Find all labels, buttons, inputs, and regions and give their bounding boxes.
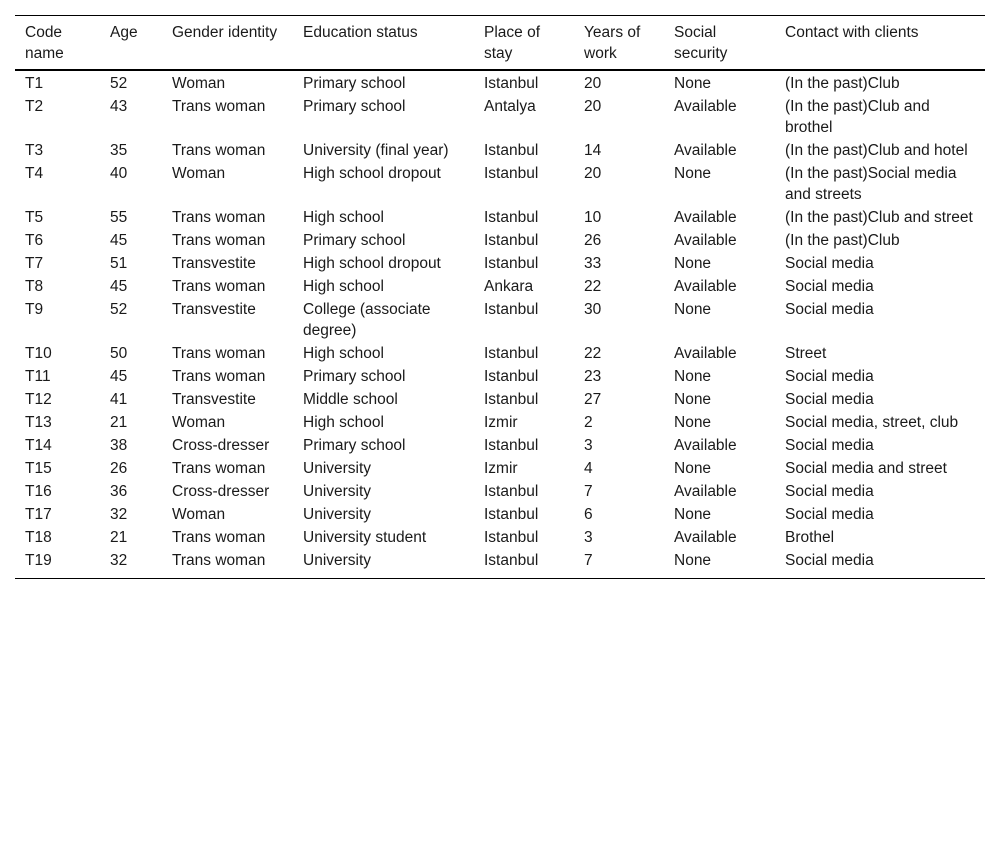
cell-age: 52 [110, 75, 128, 92]
cell-age: 40 [110, 165, 128, 182]
cell-years-of-work: 20 [584, 165, 602, 182]
cell-years-of-work: 23 [584, 368, 602, 385]
header-place-of-stay: Place of stay [484, 24, 541, 62]
cell-age: 21 [110, 529, 128, 546]
cell-code-name: T9 [25, 301, 44, 318]
cell-education-status: University [303, 460, 372, 477]
participants-table [15, 15, 985, 579]
cell-education-status: University [303, 483, 372, 500]
table-row [15, 274, 985, 297]
cell-gender-identity: Trans woman [172, 142, 266, 159]
cell-place-of-stay: Istanbul [484, 232, 539, 249]
cell-age: 35 [110, 142, 128, 159]
cell-education-status: Middle school [303, 391, 398, 408]
cell-social-security: None [674, 301, 712, 318]
cell-place-of-stay: Istanbul [484, 368, 539, 385]
header-contact-with-clients: Contact with clients [785, 24, 919, 41]
header-age: Age [110, 24, 138, 41]
cell-contact-with-clients: Social media [785, 391, 874, 408]
cell-gender-identity: Trans woman [172, 368, 266, 385]
cell-social-security: Available [674, 278, 737, 295]
table-body [15, 70, 985, 579]
cell-years-of-work: 20 [584, 98, 602, 115]
table-header [15, 16, 985, 71]
table-row [15, 94, 985, 138]
cell-code-name: T2 [25, 98, 44, 115]
cell-code-name: T11 [25, 368, 51, 385]
cell-code-name: T16 [25, 483, 52, 500]
cell-social-security: None [674, 368, 712, 385]
cell-social-security: None [674, 552, 712, 569]
cell-education-status: Primary school [303, 368, 406, 385]
cell-code-name: T12 [25, 391, 52, 408]
cell-code-name: T14 [25, 437, 52, 454]
cell-gender-identity: Woman [172, 75, 226, 92]
cell-age: 50 [110, 345, 128, 362]
cell-code-name: T4 [25, 165, 44, 182]
cell-education-status: College (associate degree) [303, 301, 431, 339]
cell-social-security: Available [674, 345, 737, 362]
cell-years-of-work: 26 [584, 232, 602, 249]
cell-years-of-work: 10 [584, 209, 602, 226]
cell-social-security: Available [674, 437, 737, 454]
cell-contact-with-clients: Social media [785, 255, 874, 272]
table-row [15, 433, 985, 456]
cell-code-name: T5 [25, 209, 44, 226]
cell-gender-identity: Woman [172, 414, 226, 431]
cell-contact-with-clients: Social media [785, 552, 874, 569]
cell-place-of-stay: Istanbul [484, 529, 539, 546]
table-row [15, 70, 985, 94]
cell-social-security: None [674, 75, 712, 92]
cell-code-name: T1 [25, 75, 44, 92]
cell-gender-identity: Cross-dresser [172, 483, 270, 500]
table-row [15, 410, 985, 433]
cell-social-security: Available [674, 209, 737, 226]
table-row [15, 297, 985, 341]
cell-social-security: Available [674, 529, 737, 546]
cell-age: 26 [110, 460, 128, 477]
header-years-of-work: Years of work [584, 24, 641, 62]
cell-gender-identity: Trans woman [172, 209, 266, 226]
cell-age: 45 [110, 278, 128, 295]
table-row [15, 138, 985, 161]
cell-place-of-stay: Izmir [484, 460, 518, 477]
participants-table-container [15, 15, 985, 579]
cell-education-status: High school dropout [303, 255, 441, 272]
cell-code-name: T8 [25, 278, 44, 295]
cell-age: 41 [110, 391, 128, 408]
cell-gender-identity: Woman [172, 506, 226, 523]
cell-age: 38 [110, 437, 128, 454]
cell-years-of-work: 22 [584, 345, 602, 362]
table-row [15, 228, 985, 251]
cell-place-of-stay: Antalya [484, 98, 536, 115]
cell-years-of-work: 20 [584, 75, 602, 92]
cell-age: 43 [110, 98, 128, 115]
cell-education-status: High school [303, 414, 384, 431]
cell-age: 36 [110, 483, 128, 500]
cell-gender-identity: Trans woman [172, 98, 266, 115]
cell-contact-with-clients: Street [785, 345, 827, 362]
cell-age: 51 [110, 255, 128, 272]
cell-education-status: Primary school [303, 98, 406, 115]
cell-age: 21 [110, 414, 128, 431]
cell-social-security: Available [674, 483, 737, 500]
cell-education-status: University [303, 506, 372, 523]
cell-years-of-work: 14 [584, 142, 602, 159]
cell-social-security: None [674, 460, 712, 477]
cell-gender-identity: Woman [172, 165, 226, 182]
cell-contact-with-clients: Social media, street, club [785, 414, 959, 431]
cell-years-of-work: 33 [584, 255, 602, 272]
cell-education-status: High school dropout [303, 165, 441, 182]
cell-social-security: None [674, 414, 712, 431]
table-row [15, 456, 985, 479]
cell-gender-identity: Transvestite [172, 255, 256, 272]
table-row [15, 387, 985, 410]
table-row [15, 479, 985, 502]
cell-place-of-stay: Istanbul [484, 345, 539, 362]
cell-place-of-stay: Istanbul [484, 165, 539, 182]
cell-age: 45 [110, 232, 128, 249]
cell-age: 55 [110, 209, 128, 226]
cell-code-name: T6 [25, 232, 44, 249]
cell-education-status: University [303, 552, 372, 569]
cell-place-of-stay: Istanbul [484, 437, 539, 454]
cell-gender-identity: Trans woman [172, 278, 266, 295]
cell-contact-with-clients: (In the past)Social media and streets [785, 165, 957, 203]
cell-social-security: Available [674, 142, 737, 159]
table-row [15, 205, 985, 228]
cell-contact-with-clients: Social media [785, 301, 874, 318]
header-row [15, 16, 985, 71]
table-row [15, 364, 985, 387]
cell-code-name: T10 [25, 345, 52, 362]
cell-place-of-stay: Istanbul [484, 506, 539, 523]
cell-place-of-stay: Istanbul [484, 301, 539, 318]
header-gender-identity: Gender identity [172, 24, 278, 41]
cell-years-of-work: 7 [584, 552, 593, 569]
cell-social-security: None [674, 165, 712, 182]
cell-place-of-stay: Izmir [484, 414, 518, 431]
cell-contact-with-clients: Social media [785, 368, 874, 385]
cell-years-of-work: 4 [584, 460, 593, 477]
cell-gender-identity: Trans woman [172, 552, 266, 569]
cell-contact-with-clients: (In the past)Club [785, 75, 900, 92]
cell-code-name: T7 [25, 255, 44, 272]
cell-age: 32 [110, 506, 128, 523]
cell-years-of-work: 30 [584, 301, 602, 318]
table-row [15, 251, 985, 274]
cell-place-of-stay: Istanbul [484, 255, 539, 272]
cell-education-status: Primary school [303, 75, 406, 92]
cell-years-of-work: 6 [584, 506, 593, 523]
cell-education-status: Primary school [303, 437, 406, 454]
cell-place-of-stay: Istanbul [484, 552, 539, 569]
cell-place-of-stay: Ankara [484, 278, 534, 295]
cell-code-name: T17 [25, 506, 52, 523]
cell-gender-identity: Cross-dresser [172, 437, 270, 454]
cell-code-name: T19 [25, 552, 52, 569]
cell-gender-identity: Transvestite [172, 301, 256, 318]
cell-code-name: T3 [25, 142, 44, 159]
cell-gender-identity: Trans woman [172, 232, 266, 249]
cell-age: 32 [110, 552, 128, 569]
cell-contact-with-clients: (In the past)Club [785, 232, 900, 249]
cell-education-status: High school [303, 278, 384, 295]
cell-contact-with-clients: Brothel [785, 529, 835, 546]
cell-years-of-work: 22 [584, 278, 602, 295]
cell-social-security: Available [674, 98, 737, 115]
cell-education-status: University (final year) [303, 142, 449, 159]
cell-gender-identity: Trans woman [172, 345, 266, 362]
cell-years-of-work: 2 [584, 414, 593, 431]
cell-social-security: Available [674, 232, 737, 249]
cell-years-of-work: 27 [584, 391, 602, 408]
cell-years-of-work: 3 [584, 437, 593, 454]
table-row [15, 548, 985, 579]
header-social-security: Social security [674, 24, 728, 62]
cell-gender-identity: Trans woman [172, 460, 266, 477]
cell-contact-with-clients: Social media [785, 437, 874, 454]
cell-place-of-stay: Istanbul [484, 209, 539, 226]
cell-social-security: None [674, 391, 712, 408]
cell-code-name: T18 [25, 529, 52, 546]
table-row [15, 161, 985, 205]
cell-social-security: None [674, 506, 712, 523]
cell-age: 52 [110, 301, 128, 318]
cell-years-of-work: 3 [584, 529, 593, 546]
table-row [15, 525, 985, 548]
cell-gender-identity: Transvestite [172, 391, 256, 408]
cell-place-of-stay: Istanbul [484, 391, 539, 408]
cell-social-security: None [674, 255, 712, 272]
cell-place-of-stay: Istanbul [484, 75, 539, 92]
cell-contact-with-clients: Social media [785, 483, 874, 500]
header-code-name: Code name [25, 24, 64, 62]
cell-years-of-work: 7 [584, 483, 593, 500]
table-row [15, 341, 985, 364]
cell-contact-with-clients: Social media [785, 278, 874, 295]
cell-contact-with-clients: Social media and street [785, 460, 947, 477]
cell-contact-with-clients: (In the past)Club and hotel [785, 142, 968, 159]
cell-code-name: T15 [25, 460, 52, 477]
cell-education-status: Primary school [303, 232, 406, 249]
cell-contact-with-clients: (In the past)Club and street [785, 209, 973, 226]
cell-place-of-stay: Istanbul [484, 142, 539, 159]
cell-code-name: T13 [25, 414, 52, 431]
cell-education-status: University student [303, 529, 427, 546]
header-education-status: Education status [303, 24, 418, 41]
cell-contact-with-clients: Social media [785, 506, 874, 523]
cell-education-status: High school [303, 345, 384, 362]
cell-place-of-stay: Istanbul [484, 483, 539, 500]
cell-contact-with-clients: (In the past)Club and brothel [785, 98, 930, 136]
cell-age: 45 [110, 368, 128, 385]
table-row [15, 502, 985, 525]
cell-education-status: High school [303, 209, 384, 226]
cell-gender-identity: Trans woman [172, 529, 266, 546]
